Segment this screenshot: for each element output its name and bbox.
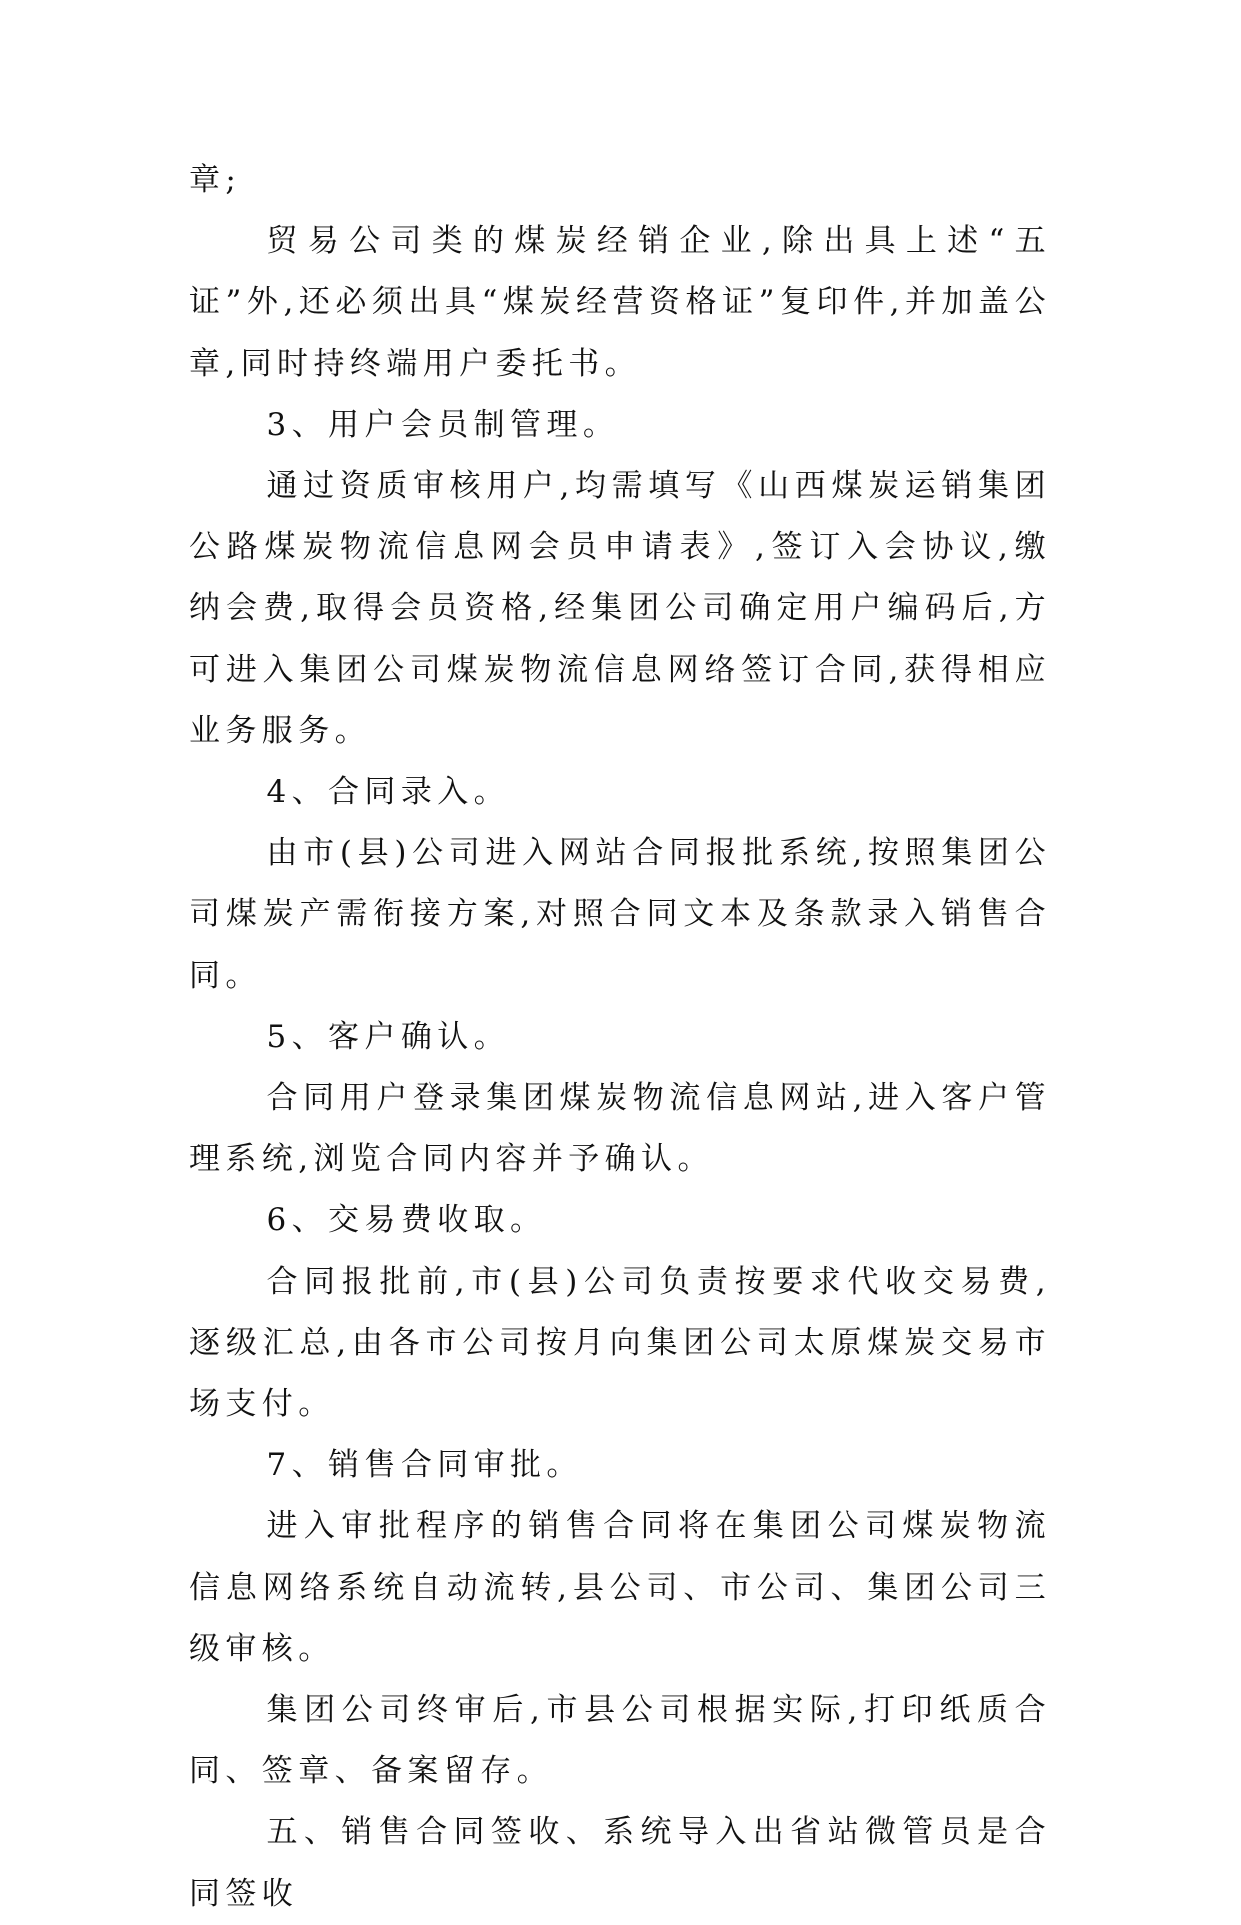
paragraph-fee-collection: 合同报批前,市(县)公司负责按要求代收交易费,逐级汇总,由各市公司按月向集团公司太原煤炭交易市场支付。: [189, 1263, 1051, 1423]
heading-customer-confirmation: 5、客户确认。: [266, 1018, 511, 1055]
paragraph-final-review: 集团公司终审后,市县公司根据实际,打印纸质合同、签章、备案留存。: [189, 1692, 1051, 1790]
heading-contract-approval: 7、销售合同审批。: [266, 1447, 583, 1484]
document-body: [189, 150, 1051, 1925]
paragraph-contract-entry: 由市(县)公司进入网站合同报批系统,按照集团公司煤炭产需衔接方案,对照合同文本及条款录入销售合同。: [189, 835, 1051, 994]
paragraph-contract-approval: 进入审批程序的销售合同将在集团公司煤炭物流信息网络系统自动流转,县公司、市公司、集团公司三级审核。: [189, 1508, 1051, 1667]
paragraph-customer-confirmation: 合同用户登录集团煤炭物流信息网站,进入客户管理系统,浏览合同内容并予确认。: [189, 1080, 1051, 1178]
heading-fee-collection: 6、交易费收取。: [266, 1202, 547, 1239]
paragraph-continuation: 章;: [189, 162, 242, 198]
heading-contract-entry: 4、合同录入。: [266, 774, 511, 811]
paragraph-trading-company-requirements: 贸易公司类的煤炭经销企业,除出具上述“五证”外,还必须出具“煤炭经营资格证”复印件,并加盖公章,同时持终端用户委托书。: [189, 223, 1051, 382]
heading-contract-signing: 五、销售合同签收、系统导入出省站微管员是合同签收: [189, 1814, 1051, 1912]
paragraph-member-management: 通过资质审核用户,均需填写《山西煤炭运销集团公路煤炭物流信息网会员申请表》,签订入会协议,缴纳会费,取得会员资格,经集团公司确定用户编码后,方可进入集团公司煤炭物流信息网络签订合同,获得相应业务服务。: [189, 468, 1051, 749]
heading-member-management: 3、用户会员制管理。: [266, 406, 620, 443]
